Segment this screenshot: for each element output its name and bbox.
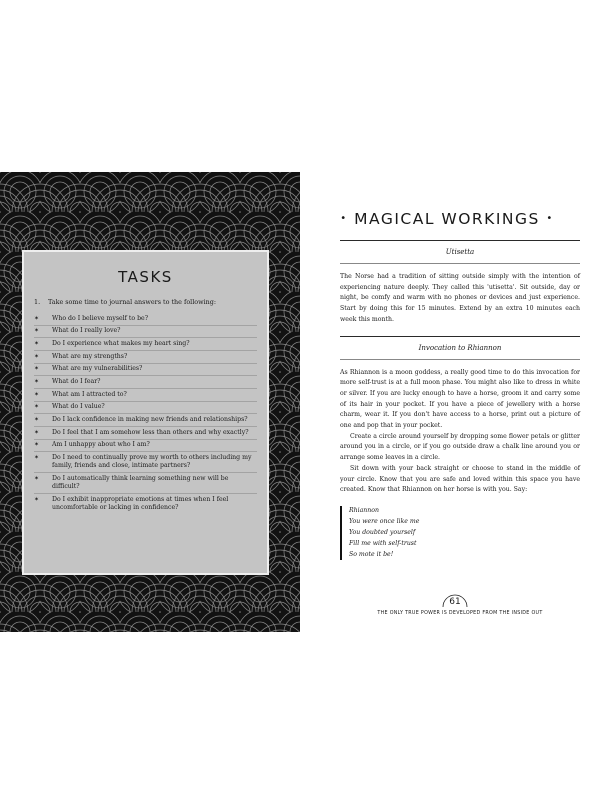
star-bullet-icon: ✶ — [34, 352, 40, 360]
task-number: 1. — [34, 298, 41, 306]
section-body-invocation — [340, 368, 580, 496]
heading-text: MAGICAL WORKINGS — [354, 210, 540, 228]
question-text: Who do I believe myself to be? — [52, 314, 149, 322]
heading-dot-left: • — [340, 213, 348, 224]
star-bullet-icon: ✶ — [34, 378, 40, 386]
star-bullet-icon: ✶ — [34, 314, 40, 322]
star-bullet-icon: ✶ — [34, 403, 40, 411]
star-bullet-icon: ✶ — [34, 454, 40, 462]
list-item — [34, 364, 257, 377]
list-item — [34, 338, 257, 351]
page-number: 61 — [449, 597, 461, 607]
list-item — [34, 376, 257, 389]
star-bullet-icon: ✶ — [34, 340, 40, 348]
section-body-utisetta — [340, 272, 580, 326]
list-item — [34, 414, 257, 427]
page-footer: THE ONLY TRUE POWER IS DEVELOPED FROM THE INSIDE OUT — [377, 611, 543, 616]
list-item — [34, 402, 257, 415]
list-item — [34, 427, 257, 440]
question-text: What do I fear? — [52, 378, 101, 386]
star-bullet-icon: ✶ — [34, 390, 40, 398]
tasks-box — [22, 250, 269, 575]
star-bullet-icon: ✶ — [34, 428, 40, 436]
star-bullet-icon: ✶ — [34, 416, 40, 424]
star-bullet-icon: ✶ — [34, 496, 40, 504]
task-intro-text: Take some time to journal answers to the following: — [48, 298, 216, 306]
paragraph: As Rhiannon is a moon goddess, a really good time to do this invocation for more self-trust is at a full moon phase. You might also like to dress in white or silver. If you are lucky enough to have a horse, groom it and carry some of its hair in your pocket. If you have a piece of jewellery with a horse charm, wear it. If you don't have access to a horse, print out a picture of one and pop that in your pocket. — [340, 368, 580, 430]
question-text: Do I need to continually prove my worth to others including my family, friends and close, intimate partners? — [52, 454, 252, 470]
question-text: What do I really love? — [52, 327, 121, 335]
question-text: Do I automatically think learning something new will be difficult? — [52, 475, 229, 491]
star-bullet-icon: ✶ — [34, 475, 40, 483]
task-intro — [34, 298, 257, 307]
list-item — [34, 326, 257, 339]
heading-dot-right: • — [546, 213, 554, 224]
question-text: What am I attracted to? — [52, 390, 127, 398]
invocation-quote — [340, 506, 580, 561]
question-text: Am I unhappy about who I am? — [52, 441, 150, 449]
paragraph: The Norse had a tradition of sitting outside simply with the intention of experiencing nature deeply. They called this 'utisetta'. Sit outside, day or night, be comfy and warm with no phones or devices and just experience. Start by doing this for 15 minutes. Extend by an extra 10 minutes each week this month. — [340, 273, 580, 323]
page-number-badge — [440, 589, 470, 607]
question-text: What are my vulnerabilities? — [52, 365, 143, 373]
question-text: Do I feel that I am somehow less than others and why exactly? — [52, 428, 249, 436]
star-bullet-icon: ✶ — [34, 441, 40, 449]
paragraph: Sit down with your back straight or choose to stand in the middle of your circle. Know that you are safe and loved within this space you have created. Know that Rhiannon on her horse is with you. Say: — [340, 464, 580, 494]
star-bullet-icon: ✶ — [34, 327, 40, 335]
left-page-pattern-panel — [0, 172, 300, 632]
question-text: Do I lack confidence in making new friends and relationships? — [52, 416, 248, 424]
quote-line: Rhiannon — [349, 506, 379, 514]
question-text: Do I exhibit inappropriate emotions at times when I feel uncomfortable or lacking in confidence? — [52, 496, 229, 512]
quote-line: You were once like me — [349, 517, 420, 525]
list-item — [34, 494, 257, 514]
quote-line: Fill me with self-trust — [349, 539, 417, 547]
question-text: Do I experience what makes my heart sing? — [52, 340, 190, 348]
question-text: What do I value? — [52, 403, 105, 411]
list-item — [34, 473, 257, 494]
list-item — [34, 389, 257, 402]
tasks-title: TASKS — [118, 268, 173, 286]
paragraph: Create a circle around yourself by dropping some flower petals or glitter around you in a circle, or if you go outside draw a chalk line around you or arrange some leaves in a circle. — [340, 432, 580, 462]
star-bullet-icon: ✶ — [34, 365, 40, 373]
page-heading — [314, 210, 580, 228]
list-item — [34, 351, 257, 364]
list-item — [34, 313, 257, 326]
right-page — [314, 210, 580, 560]
question-list — [34, 313, 257, 514]
list-item — [34, 452, 257, 473]
section-title-utisetta: Utisetta — [340, 241, 580, 264]
quote-line: You doubted yourself — [349, 528, 416, 536]
quote-line: So mote it be! — [349, 550, 394, 558]
question-text: What are my strengths? — [52, 352, 128, 360]
section-title-invocation: Invocation to Rhiannon — [340, 337, 580, 360]
list-item — [34, 440, 257, 453]
